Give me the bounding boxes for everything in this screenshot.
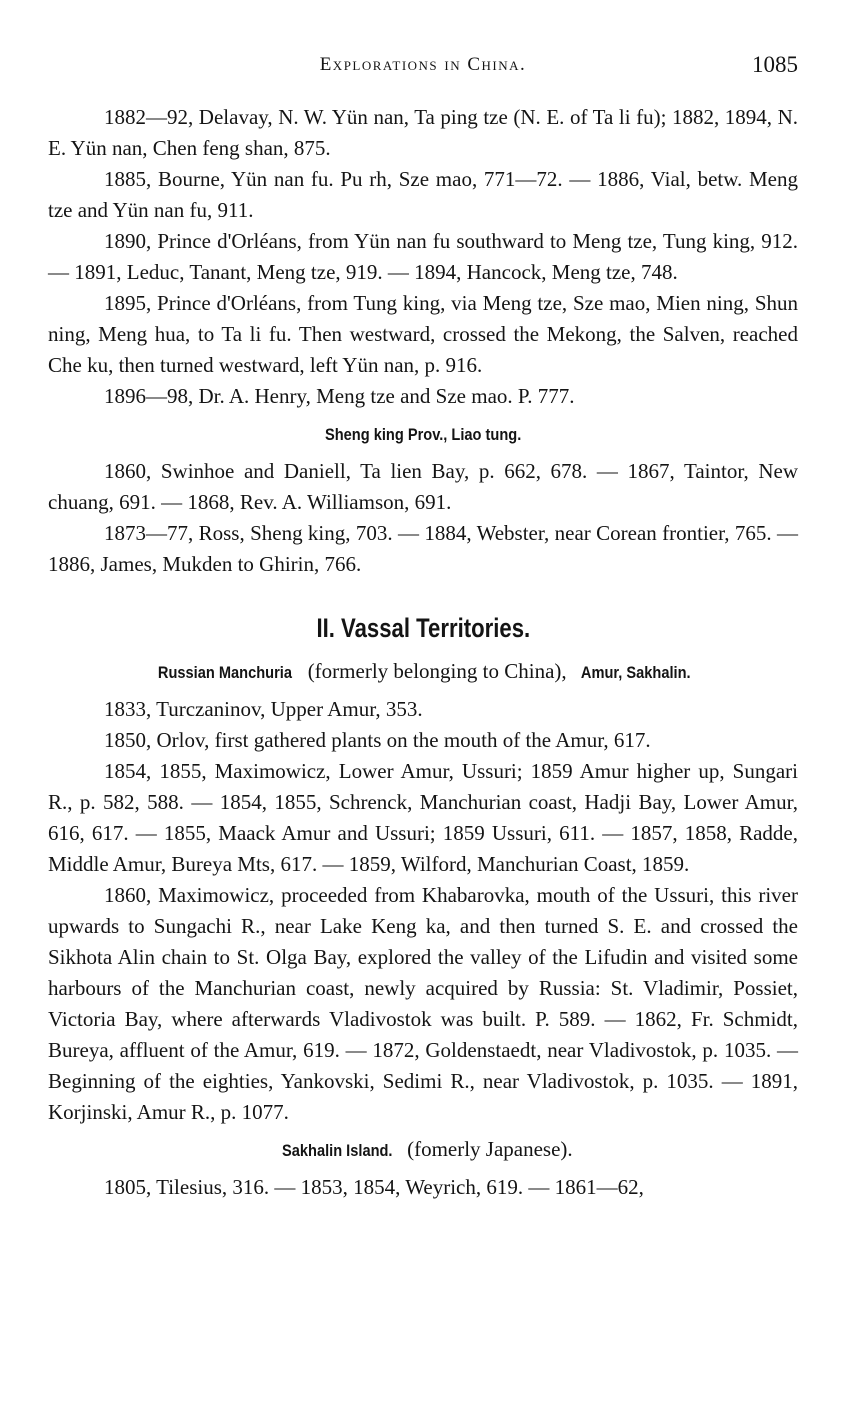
entry-paragraph: 1850, Orlov, first gathered plants on the mouth of the Amur, 617.: [104, 728, 651, 752]
entry-paragraph: 1833, Turczaninov, Upper Amur, 353.: [104, 697, 423, 721]
entry-paragraph: 1805, Tilesius, 316. — 1853, 1854, Weyrich, 619. — 1861—62,: [104, 1175, 644, 1199]
entry-paragraph: 1860, Maximowicz, proceeded from Khabarovka, mouth of the Ussuri, this river upwards to Sungachi R., near Lake Keng ka, and then turned S. E. and crossed the Sikhota Alin chain to St. Olga Bay, explored the valley of the Lifudin and visited some harbours of the Manchurian coast, newly acquired by Russia: St. Vladimir, Possiet, Victoria Bay, where afterwards Vladivostok was built. P. 589. — 1862, Fr. Schmidt, Bureya, affluent of the Amur, 619. — 1872, Goldenstaedt, near Vladivostok, p. 1035. — Beginning of the eighties, Yankovski, Sedimi R., near Vladivostok, p. 1035. — 1891, Korjinski, Amur R., p. 1077.: [48, 883, 798, 1124]
subhead-manchuria-name: Russian Manchuria: [157, 663, 292, 682]
running-head: [48, 48, 798, 88]
section-title-text: II. Vassal Territories.: [316, 613, 530, 643]
subhead-manchuria: [48, 656, 798, 688]
subhead-sheng-king-text: Sheng king Prov., Liao tung.: [324, 425, 522, 444]
entry-paragraph: 1860, Swinhoe and Daniell, Ta lien Bay, p. 662, 678. — 1867, Taintor, New chuang, 691. — 1868, Rev. A. Williamson, 691.: [48, 459, 798, 514]
entry-paragraph: 1896—98, Dr. A. Henry, Meng tze and Sze mao. P. 777.: [104, 384, 575, 408]
entry-paragraph: 1882—92, Delavay, N. W. Yün nan, Ta ping tze (N. E. of Ta li fu); 1882, 1894, N. E. Yün nan, Chen feng shan, 875.: [48, 105, 798, 160]
running-title: Explorations in China.: [319, 54, 527, 75]
subhead-manchuria-regions: Amur, Sakhalin.: [580, 663, 691, 682]
page-number: 1085: [752, 52, 798, 77]
subhead-sakhalin-note: (fomerly Japanese).: [401, 1137, 573, 1161]
entry-paragraph: 1890, Prince d'Orléans, from Yün nan fu southward to Meng tze, Tung king, 912. — 1891, Leduc, Tanant, Meng tze, 919. — 1894, Hancock, Meng tze, 748.: [48, 229, 798, 284]
section-title: [48, 608, 798, 648]
subhead-sakhalin-name: Sakhalin Island.: [282, 1141, 393, 1160]
entry-paragraph: 1895, Prince d'Orléans, from Tung king, via Meng tze, Sze mao, Mien ning, Shun ning, Meng hua, to Ta li fu. Then westward, crossed the Mekong, the Salven, reached Che ku, then turned westward, left Yün nan, p. 916.: [48, 291, 798, 377]
subhead-sakhalin: [48, 1134, 798, 1166]
entry-paragraph: 1885, Bourne, Yün nan fu. Pu rh, Sze mao, 771—72. — 1886, Vial, betw. Meng tze and Yün nan fu, 911.: [48, 167, 798, 222]
subhead-manchuria-note: (formerly belonging to China),: [302, 659, 572, 683]
entry-paragraph: 1873—77, Ross, Sheng king, 703. — 1884, Webster, near Corean frontier, 765. — 1886, James, Mukden to Ghirin, 766.: [48, 521, 798, 576]
subhead-sheng-king: [48, 418, 798, 450]
entry-paragraph: 1854, 1855, Maximowicz, Lower Amur, Ussuri; 1859 Amur higher up, Sungari R., p. 582, 588. — 1854, 1855, Schrenck, Manchurian coast, Hadji Bay, Lower Amur, 616, 617. — 1855, Maack Amur and Ussuri; 1859 Ussuri, 611. — 1857, 1858, Radde, Middle Amur, Bureya Mts, 617. — 1859, Wilford, Manchurian Coast, 1859.: [48, 759, 798, 876]
